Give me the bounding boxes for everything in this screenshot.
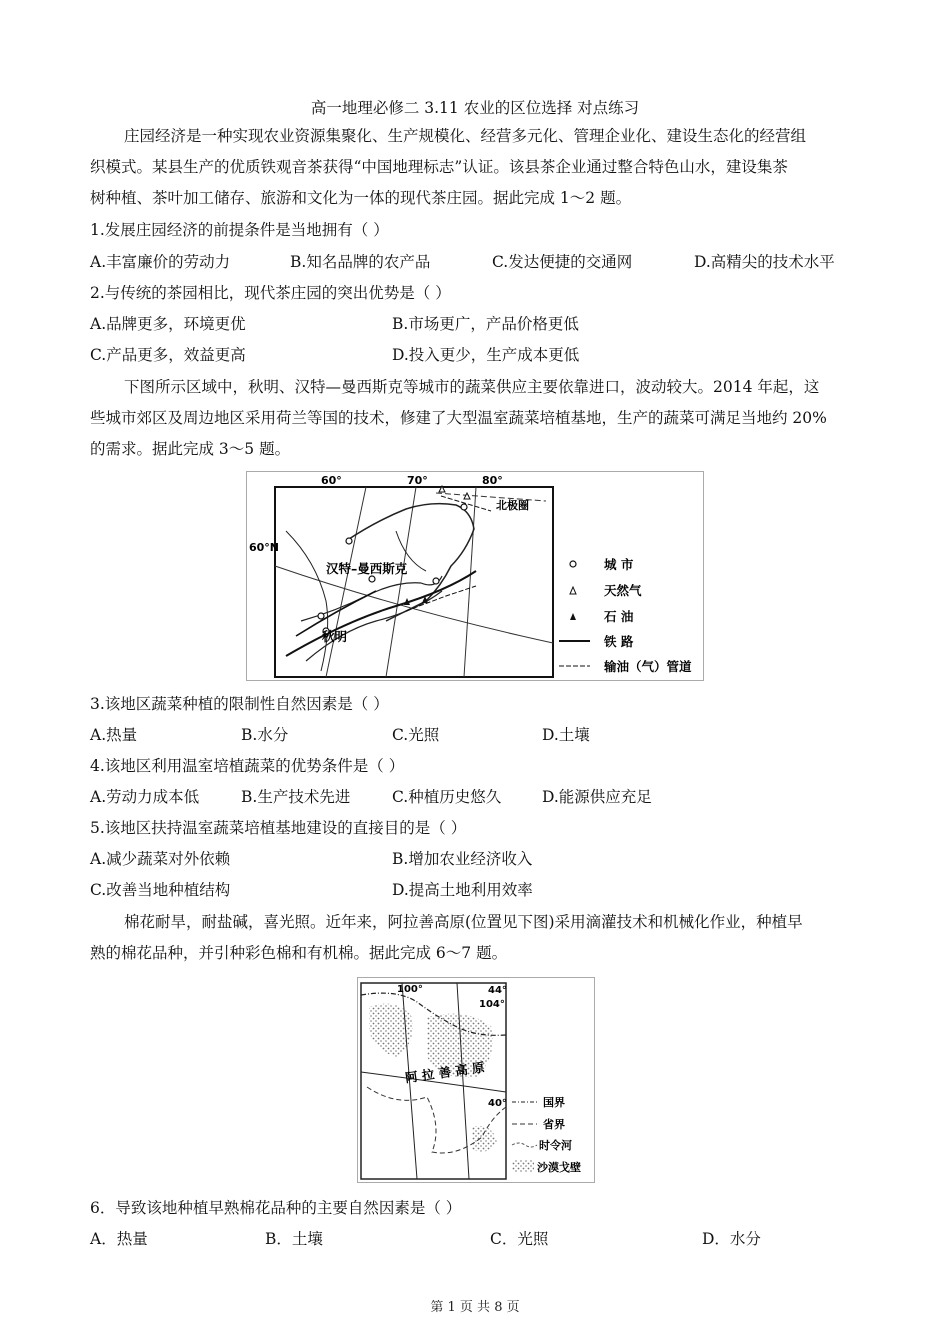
q2-option-b: B.市场更广，产品价格更低 [392,315,579,333]
map2-legend-desert: 沙漠戈壁 [537,1161,581,1174]
q4-option-d: D.能源供应充足 [542,788,652,806]
q5-option-b: B.增加农业经济收入 [392,850,533,868]
q4-option-a: A.劳动力成本低 [90,788,200,806]
page-title: 高一地理必修二 3.11 农业的区位选择 对点练习 [310,99,640,117]
map2-legend-province: 省界 [543,1118,565,1131]
q6-option-d: D．水分 [702,1230,761,1248]
map2-lon-104: 104° [479,999,505,1010]
map-alxa-plateau [357,977,595,1183]
map1-legend-railway: 铁 路 [604,634,634,649]
intro2-line3: 的需求。据此完成 3～5 题。 [90,440,291,458]
map1-legend-oil: 石 油 [604,609,634,624]
q1-stem: 1.发展庄园经济的前提条件是当地拥有（ ） [90,221,389,239]
map-west-siberia [246,471,704,681]
q4-option-b: B.生产技术先进 [241,788,351,806]
q1-option-a: A.丰富廉价的劳动力 [90,253,231,271]
map1-arctic-circle: 北极圈 [496,499,529,512]
q2-option-c: C.产品更多，效益更高 [90,346,246,364]
map2-lat-40: 40° [488,1098,507,1109]
map2-lon-100: 100° [397,984,423,995]
q6-stem: 6．导致该地种植早熟棉花品种的主要自然因素是（ ） [90,1199,462,1217]
map2-lat-44: 44° [488,985,507,996]
intro3-line2: 熟的棉花品种，并引种彩色棉和有机棉。据此完成 6～7 题。 [90,944,508,962]
q1-option-d: D.高精尖的技术水平 [694,253,835,271]
q5-option-c: C.改善当地种植结构 [90,881,231,899]
q3-stem: 3.该地区蔬菜种植的限制性自然因素是（ ） [90,695,389,713]
q2-stem: 2.与传统的茶园相比，现代茶庄园的突出优势是（ ） [90,284,451,302]
intro1-line2: 织模式。某县生产的优质铁观音茶获得“中国地理标志”认证。该县茶企业通过整合特色山水，建设集茶 [90,158,788,176]
q5-option-a: A.减少蔬菜对外依赖 [90,850,231,868]
q6-option-b: B．土壤 [265,1230,323,1248]
q3-option-d: D.土壤 [542,726,590,744]
intro3-line1: 棉花耐旱，耐盐碱，喜光照。近年来，阿拉善高原(位置见下图)采用滴灌技术和机械化作业，种植早 [124,913,803,931]
q5-option-d: D.提高土地利用效率 [392,881,533,899]
map2-legend-river: 时令河 [539,1139,572,1152]
intro2-line2: 些城市郊区及周边地区采用荷兰等国的技术，修建了大型温室蔬菜培植基地，生产的蔬菜可满足当地约 20% [90,409,827,427]
q3-option-c: C.光照 [392,726,440,744]
page-footer: 第 1 页 共 8 页 [430,1300,520,1315]
intro1-line1: 庄园经济是一种实现农业资源集聚化、生产规模化、经营多元化、管理企业化、建设生态化的经营组 [124,127,807,145]
map1-legend-gas: 天然气 [604,583,642,598]
map1-lat-60n: 60°N [249,541,280,554]
q1-option-c: C.发达便捷的交通网 [492,253,633,271]
q6-option-a: A．热量 [90,1230,148,1248]
q4-option-c: C.种植历史悠久 [392,788,502,806]
q1-option-b: B.知名品牌的农产品 [290,253,431,271]
map1-city-tyumen: 秋明 [322,629,348,644]
q3-option-b: B.水分 [241,726,289,744]
map1-lon-60: 60° [321,474,342,487]
map2-region-label: 阿 拉 善 高 原 [404,1059,486,1086]
q4-stem: 4.该地区利用温室培植蔬菜的优势条件是（ ） [90,757,405,775]
q2-option-a: A.品牌更多，环境更优 [90,315,246,333]
map1-lon-70: 70° [407,474,428,487]
q5-stem: 5.该地区扶持温室蔬菜培植基地建设的直接目的是（ ） [90,819,467,837]
q6-option-c: C．光照 [490,1230,549,1248]
intro2-line1: 下图所示区域中，秋明、汉特—曼西斯克等城市的蔬菜供应主要依靠进口，波动较大。2014 年起，这 [124,378,820,396]
q2-option-d: D.投入更少，生产成本更低 [392,346,580,364]
q3-option-a: A.热量 [90,726,138,744]
map2-legend-border: 国界 [543,1096,565,1109]
map1-legend-pipeline: 输油（气）管道 [604,659,692,674]
map1-lon-80: 80° [482,474,503,487]
map1-city-khanty: 汉特–曼西斯克 [326,561,408,576]
map1-legend-city: 城 市 [604,557,634,572]
intro1-line3: 树种植、茶叶加工储存、旅游和文化为一体的现代茶庄园。据此完成 1～2 题。 [90,189,632,207]
